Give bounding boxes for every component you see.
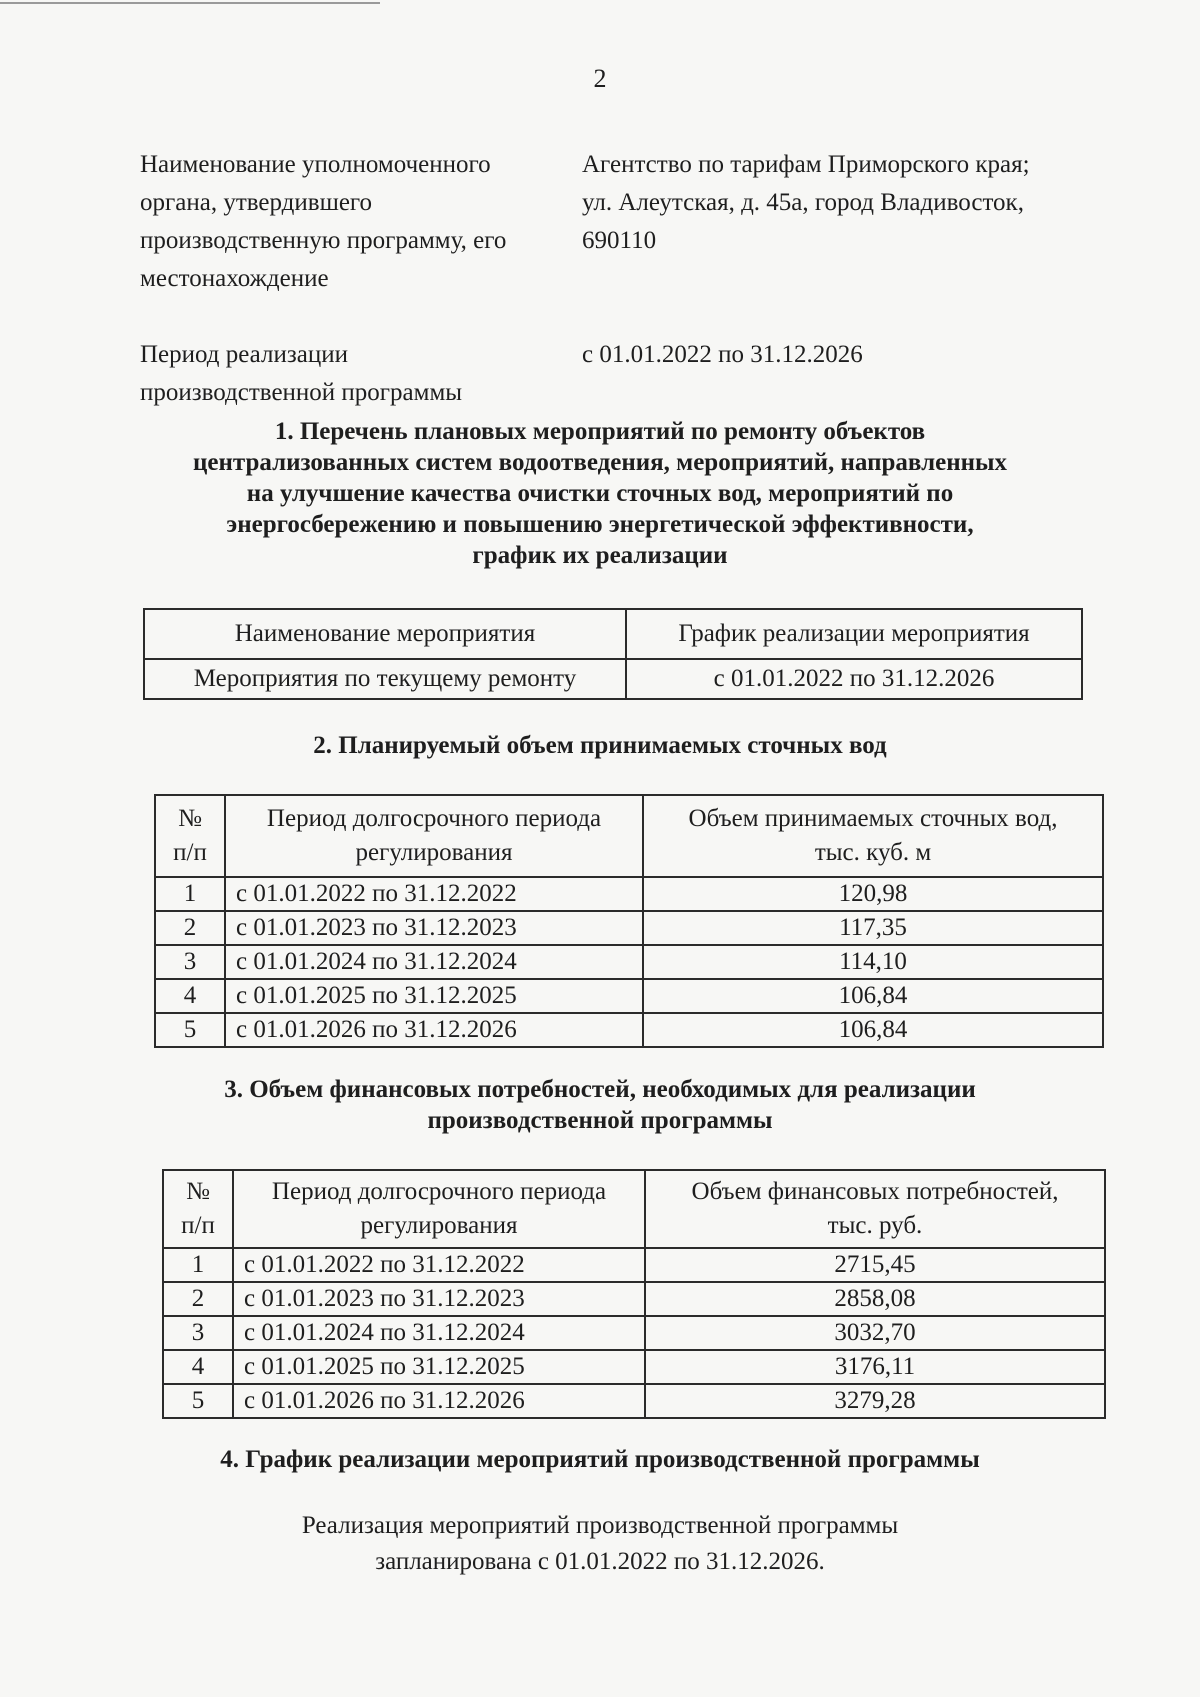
row-number: 3 — [163, 1316, 233, 1350]
row-number: 1 — [163, 1248, 233, 1282]
measures-table — [143, 608, 1083, 700]
authority-value — [582, 146, 1102, 260]
row-value: 3176,11 — [645, 1350, 1105, 1384]
header-line: регулирования — [355, 839, 513, 866]
column-header-period — [233, 1170, 645, 1248]
row-period: с 01.01.2023 по 31.12.2023 — [233, 1282, 645, 1316]
section4-title: 4. График реализации мероприятий производственной программы — [220, 1446, 980, 1473]
row-number: 5 — [163, 1384, 233, 1418]
authority-value-line: ул. Алеутская, д. 45а, город Владивосток, — [582, 189, 1024, 216]
section4-text — [100, 1508, 1100, 1580]
header-line: п/п — [181, 1212, 215, 1239]
row-value: 2715,45 — [645, 1248, 1105, 1282]
header-line: Период долгосрочного периода — [266, 805, 602, 832]
authority-label-line: производственную программу, его — [140, 227, 507, 254]
section1-title — [100, 416, 1100, 571]
row-number: 3 — [155, 945, 225, 979]
column-header-value — [645, 1170, 1105, 1248]
table-row — [155, 945, 1103, 979]
table-row — [163, 1248, 1105, 1282]
column-header-value — [643, 795, 1103, 877]
section1-title-line: график их реализации — [472, 542, 728, 569]
table-row — [144, 659, 1082, 699]
column-header: Наименование мероприятия — [144, 609, 626, 659]
column-header-num — [163, 1170, 233, 1248]
authority-label-line: Наименование уполномоченного — [140, 151, 491, 178]
authority-label — [140, 146, 580, 298]
row-value: 114,10 — [643, 945, 1103, 979]
row-period: с 01.01.2022 по 31.12.2022 — [225, 877, 643, 911]
row-value: 3279,28 — [645, 1384, 1105, 1418]
header-line: п/п — [173, 839, 207, 866]
authority-label-line: органа, утвердившего — [140, 189, 373, 216]
header-line: тыс. куб. м — [814, 839, 932, 866]
row-number: 4 — [163, 1350, 233, 1384]
row-period: с 01.01.2025 по 31.12.2025 — [233, 1350, 645, 1384]
row-period: с 01.01.2026 по 31.12.2026 — [225, 1013, 643, 1047]
financial-needs-table — [162, 1169, 1106, 1419]
column-header-num — [155, 795, 225, 877]
row-number: 1 — [155, 877, 225, 911]
table-row — [155, 911, 1103, 945]
table-row — [155, 1013, 1103, 1047]
section2-title: 2. Планируемый объем принимаемых сточных вод — [313, 732, 887, 759]
header-line: регулирования — [360, 1212, 518, 1239]
section3-title — [100, 1074, 1100, 1136]
row-value: 2858,08 — [645, 1282, 1105, 1316]
row-value: 106,84 — [643, 1013, 1103, 1047]
header-line: тыс. руб. — [827, 1212, 923, 1239]
period-label-line: Период реализации — [140, 341, 348, 368]
section4-text-line: Реализация мероприятий производственной программы — [301, 1512, 899, 1539]
section1-title-line: централизованных систем водоотведения, мероприятий, направленных — [192, 449, 1008, 476]
row-value: 117,35 — [643, 911, 1103, 945]
section1-title-line: на улучшение качества очистки сточных вод, мероприятий по — [246, 480, 954, 507]
row-period: с 01.01.2023 по 31.12.2023 — [225, 911, 643, 945]
row-period: с 01.01.2026 по 31.12.2026 — [233, 1384, 645, 1418]
row-period: с 01.01.2024 по 31.12.2024 — [233, 1316, 645, 1350]
wastewater-volume-table — [154, 794, 1104, 1048]
period-value: с 01.01.2022 по 31.12.2026 — [582, 341, 863, 368]
section1-title-line: энергосбережению и повышению энергетической эффективности, — [226, 511, 974, 538]
period-label-line: производственной программы — [140, 379, 463, 406]
table-header-row — [144, 609, 1082, 659]
section4-text-line: запланирована с 01.01.2022 по 31.12.2026. — [375, 1548, 825, 1575]
period-row — [140, 336, 1100, 416]
row-value: 106,84 — [643, 979, 1103, 1013]
table-row — [155, 979, 1103, 1013]
row-value: 120,98 — [643, 877, 1103, 911]
table-row — [155, 877, 1103, 911]
header-line: № — [186, 1178, 210, 1205]
page-number: 2 — [593, 64, 607, 93]
authority-value-line: Агентство по тарифам Приморского края; — [582, 151, 1030, 178]
section3-title-line: 3. Объем финансовых потребностей, необходимых для реализации — [224, 1076, 976, 1103]
row-period: с 01.01.2025 по 31.12.2025 — [225, 979, 643, 1013]
row-period: с 01.01.2022 по 31.12.2022 — [233, 1248, 645, 1282]
row-period: с 01.01.2024 по 31.12.2024 — [225, 945, 643, 979]
table-row — [163, 1282, 1105, 1316]
scan-edge-line — [0, 2, 380, 4]
header-line: Объем принимаемых сточных вод, — [688, 805, 1058, 832]
authority-value-line: 690110 — [582, 227, 657, 254]
row-number: 2 — [163, 1282, 233, 1316]
section1-title-line: 1. Перечень плановых мероприятий по ремонту объектов — [274, 418, 926, 445]
column-header-period — [225, 795, 643, 877]
row-number: 5 — [155, 1013, 225, 1047]
section3-title-line: производственной программы — [427, 1107, 773, 1134]
header-line: Объем финансовых потребностей, — [691, 1178, 1059, 1205]
table-row — [163, 1384, 1105, 1418]
table-header-row — [163, 1170, 1105, 1248]
column-header: График реализации мероприятия — [626, 609, 1082, 659]
row-number: 4 — [155, 979, 225, 1013]
table-header-row — [155, 795, 1103, 877]
authority-label-line: местонахождение — [140, 265, 329, 292]
row-value: 3032,70 — [645, 1316, 1105, 1350]
header-line: № — [178, 805, 202, 832]
authority-row — [140, 146, 1100, 306]
table-row — [163, 1316, 1105, 1350]
table-row — [163, 1350, 1105, 1384]
header-line: Период долгосрочного периода — [271, 1178, 607, 1205]
measure-schedule-cell: с 01.01.2022 по 31.12.2026 — [626, 659, 1082, 699]
row-number: 2 — [155, 911, 225, 945]
measure-name-cell: Мероприятия по текущему ремонту — [144, 659, 626, 699]
period-label — [140, 336, 580, 412]
